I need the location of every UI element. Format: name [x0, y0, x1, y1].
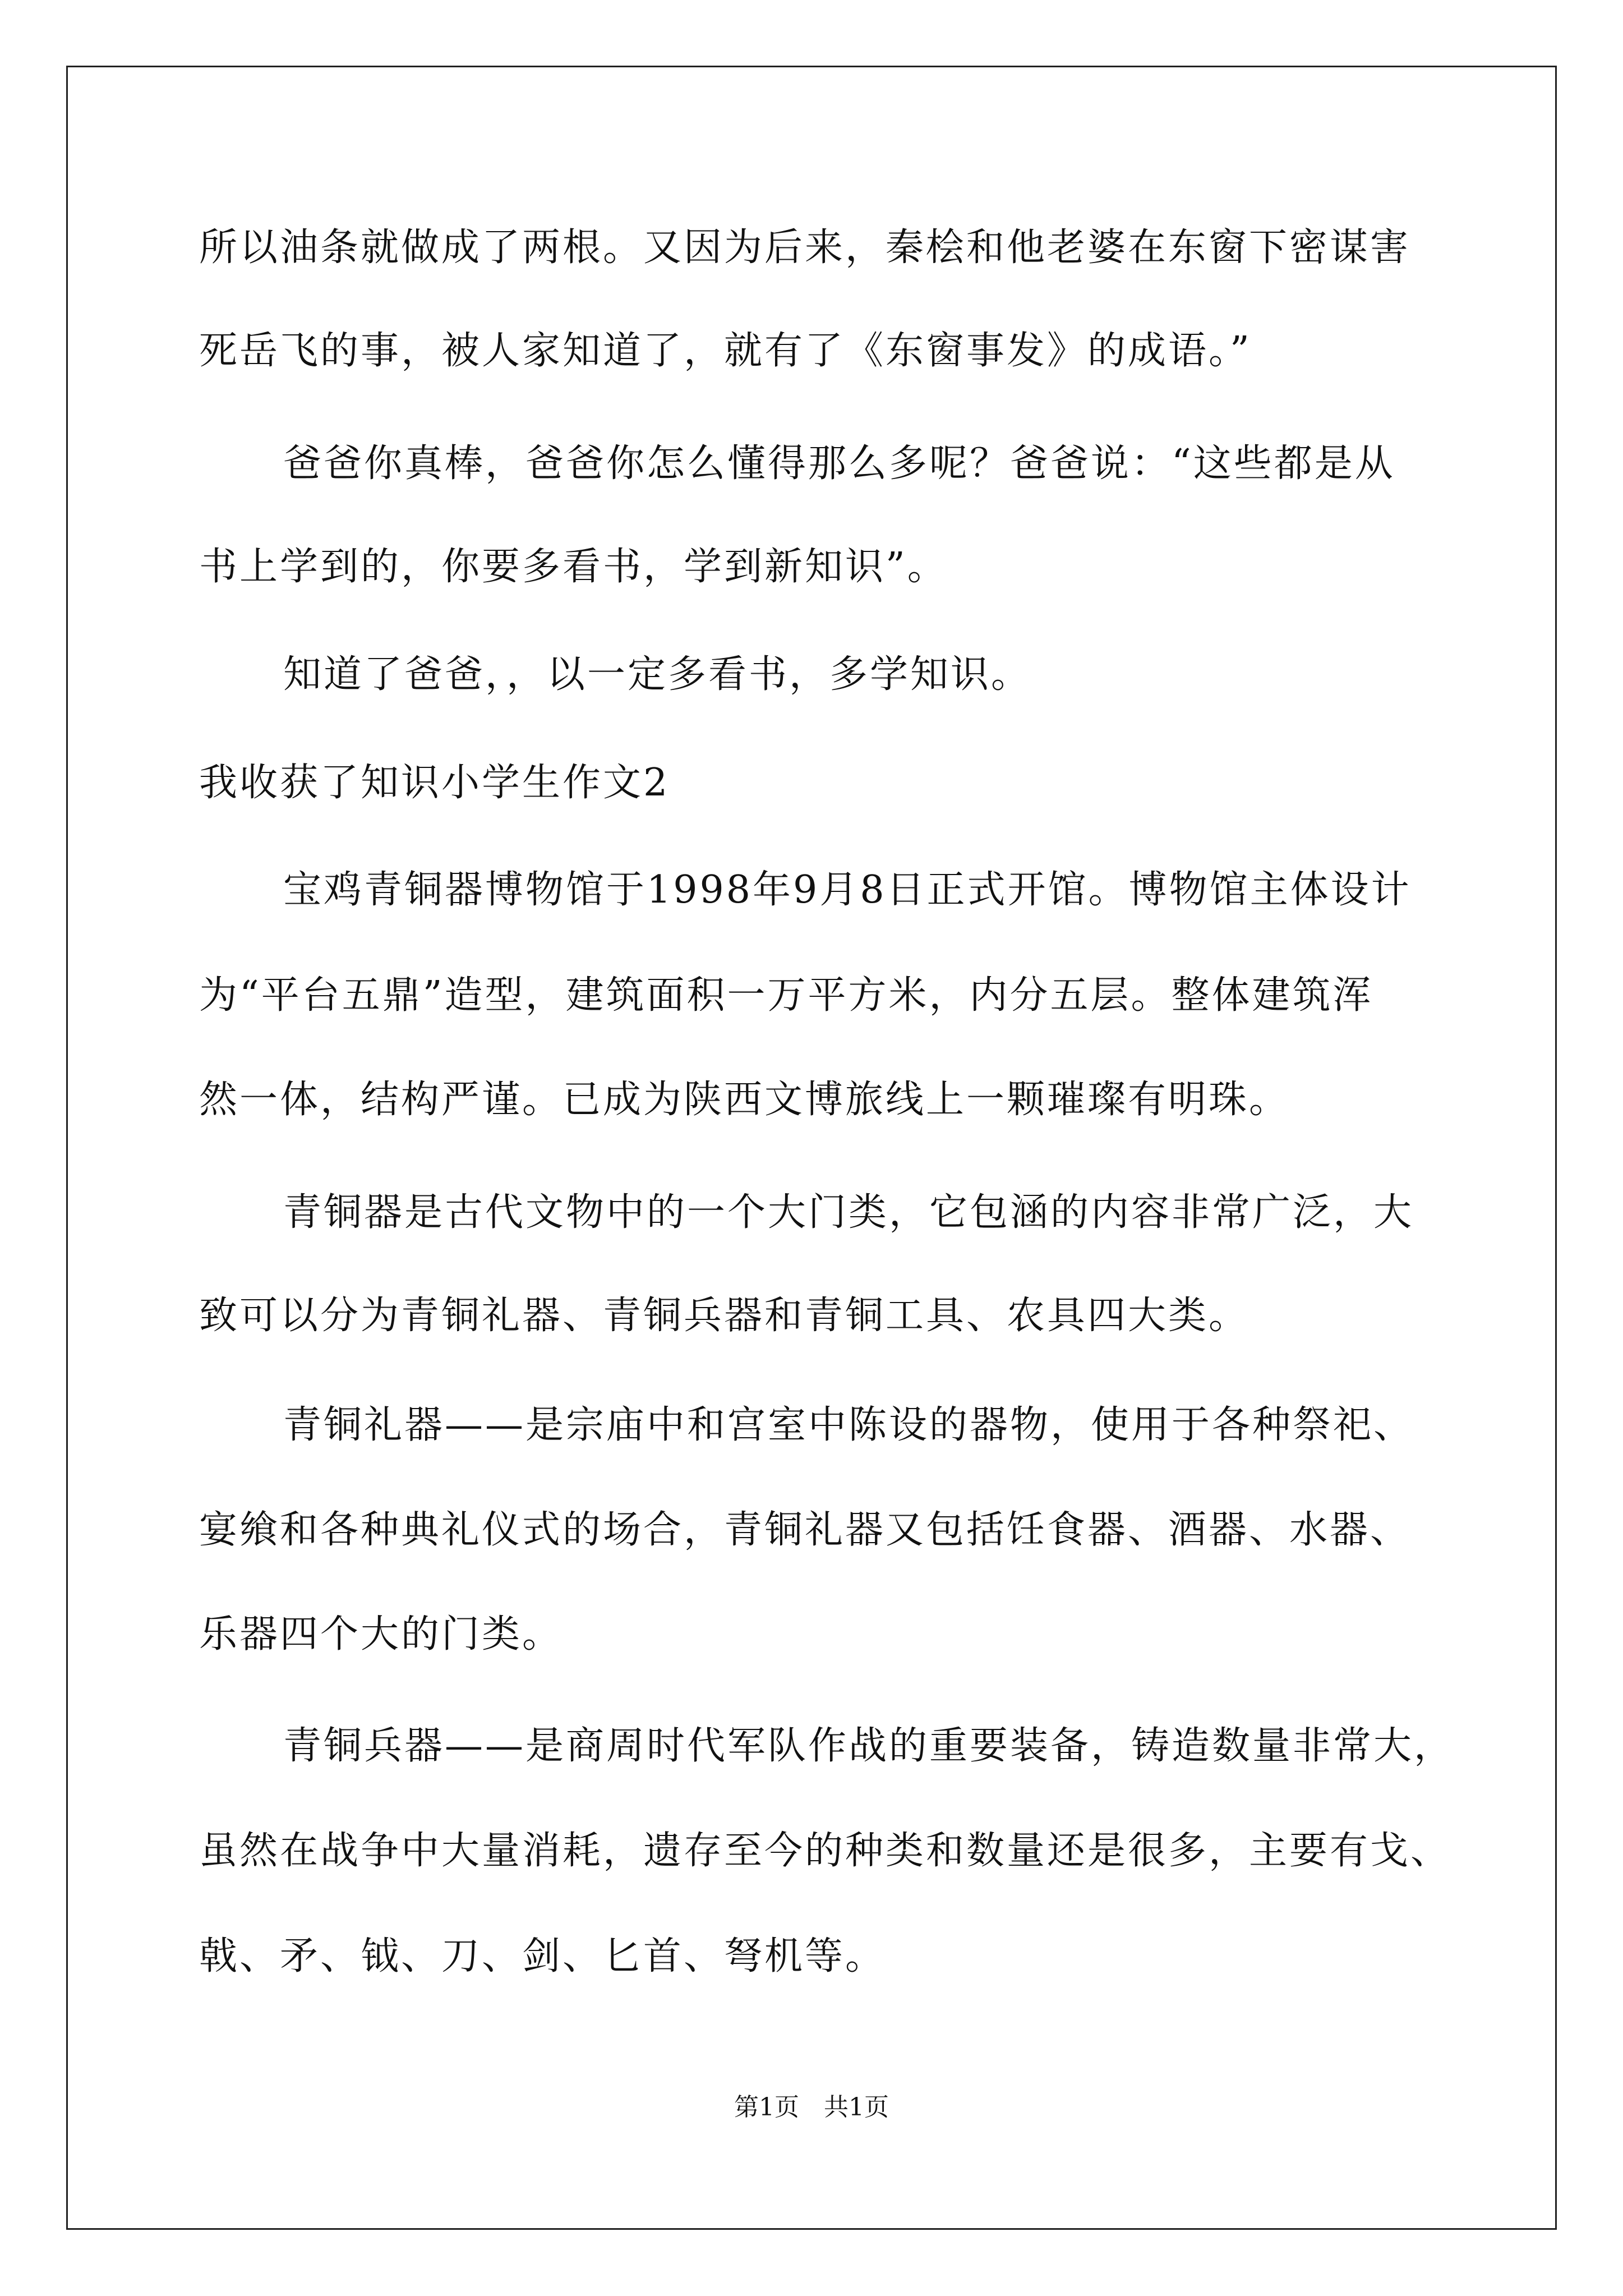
body-line-17: 戟、矛、钺、刀、剑、匕首、弩机等。 — [199, 1934, 886, 1978]
section-heading: 我收获了知识小学生作文2 — [199, 761, 670, 805]
paragraph-line-7: 宝鸡青铜器博物馆于1998年9月8日正式开馆。博物馆主体设计 — [283, 868, 1412, 912]
body-line-1: 所以油条就做成了两根。又因为后来，秦桧和他老婆在东窗下密谋害 — [199, 226, 1411, 270]
paragraph-line-12: 青铜礼器——是宗庙中和宫室中陈设的器物，使用于各种祭祀、 — [283, 1403, 1414, 1447]
paragraph-line-3: 爸爸你真棒，爸爸你怎么懂得那么多呢？爸爸说：“这些都是从 — [283, 441, 1395, 486]
body-line-11: 致可以分为青铜礼器、青铜兵器和青铜工具、农具四大类。 — [199, 1294, 1249, 1338]
body-line-4: 书上学到的，你要多看书，学到新知识”。 — [199, 545, 948, 589]
page-number-footer: 第1页 共1页 — [734, 2093, 889, 2122]
body-line-16: 虽然在战争中大量消耗，遗存至今的种类和数量还是很多，主要有戈、 — [199, 1829, 1451, 1873]
paragraph-line-15: 青铜兵器——是商周时代军队作战的重要装备，铸造数量非常大， — [283, 1724, 1455, 1768]
body-line-9: 然一体，结构严谨。已成为陕西文博旅线上一颗璀璨有明珠。 — [199, 1078, 1290, 1122]
paragraph-line-5: 知道了爸爸，，以一定多看书，多学知识。 — [283, 652, 1032, 697]
page-frame — [66, 66, 1557, 2230]
body-line-2: 死岳飞的事，被人家知道了，就有了《东窗事发》的成语。” — [199, 329, 1252, 373]
paragraph-line-10: 青铜器是古代文物中的一个大门类，它包涵的内容非常广泛，大 — [283, 1190, 1414, 1235]
body-line-13: 宴飨和各种典礼仪式的场合，青铜礼器又包括饪食器、酒器、水器、 — [199, 1508, 1411, 1552]
body-line-14: 乐器四个大的门类。 — [199, 1612, 563, 1657]
body-line-8: 为“平台五鼎”造型，建筑面积一万平方米，内分五层。整体建筑浑 — [199, 973, 1373, 1018]
